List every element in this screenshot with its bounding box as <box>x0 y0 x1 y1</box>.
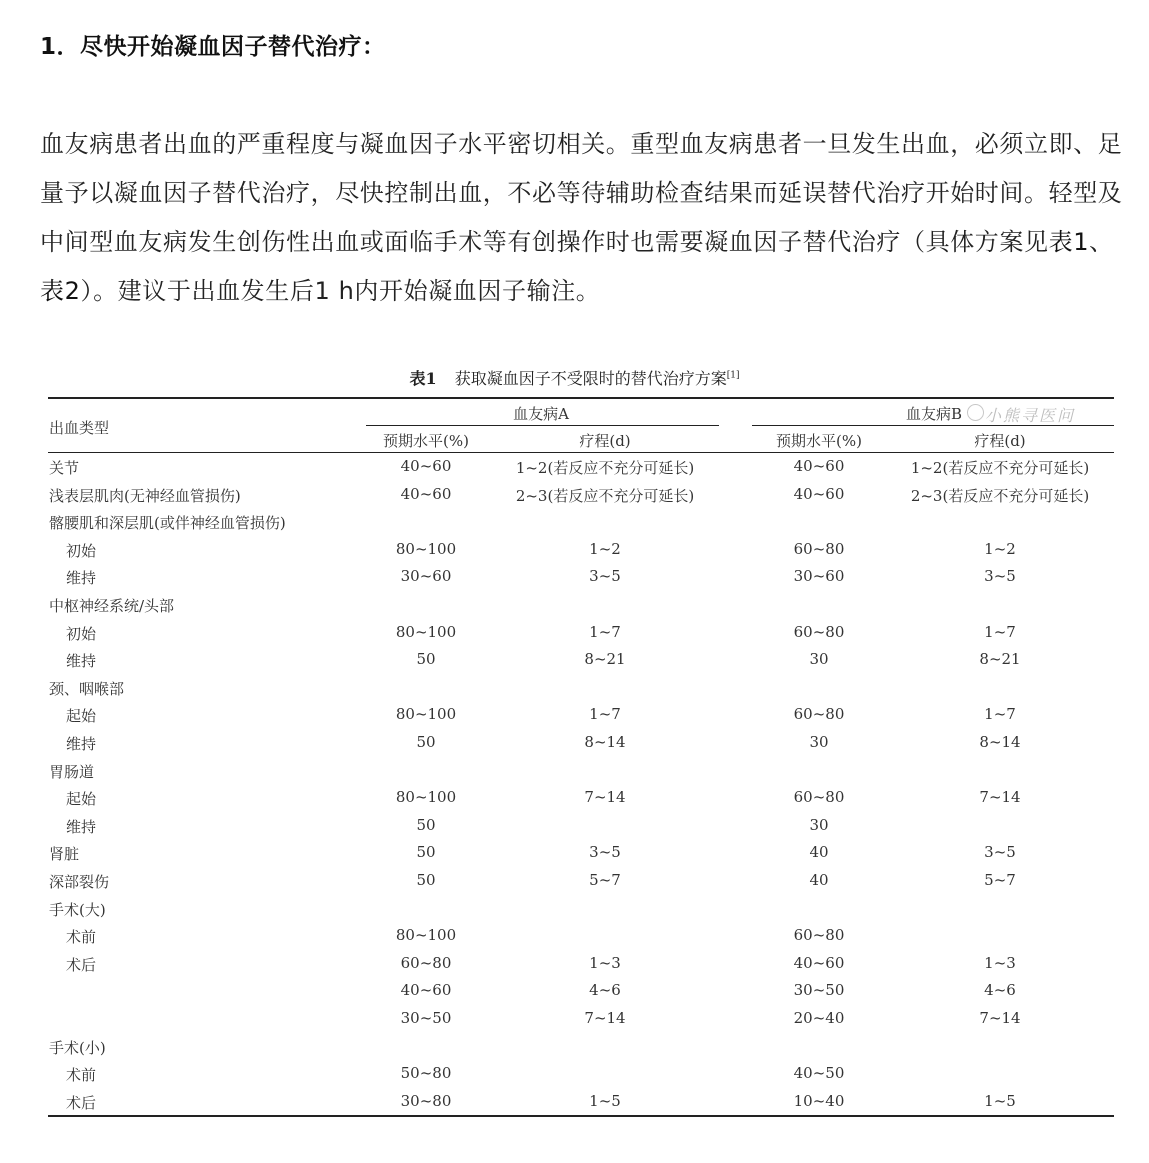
cell-b-level: 60~80 <box>793 926 845 945</box>
cell-a-level: 60~80 <box>400 953 452 972</box>
cell-a-level: 80~100 <box>395 788 457 807</box>
cell-b-course: 1~7 <box>984 705 1016 724</box>
table-1-link[interactable]: 表1 <box>1048 228 1090 256</box>
cell-a-course: 3~5 <box>589 843 621 862</box>
cell-b-course: 1~3 <box>984 953 1016 972</box>
table-row <box>0 536 1149 564</box>
table-row <box>0 481 1149 509</box>
paragraph-text: 血友病患者出血的严重程度与凝血因子水平密切相关。重型血友病患者一旦发生出血，必须立即、足量予以凝血因子替代治疗，尽快控制出血，不必等待辅助检查结果而延误替代治疗开始时间。轻型及中间型血友病发生创伤性出血或面临手术等有创操作时也需要凝血因子替代治疗（具体方案见 <box>40 130 1123 256</box>
cell-a-level: 50 <box>416 843 436 862</box>
cell-b-level: 40~50 <box>793 1064 845 1083</box>
table-row <box>0 867 1149 895</box>
cell-b-level: 30 <box>809 733 829 751</box>
cell-b-level: 40~60 <box>793 953 845 972</box>
row-label: 初始 <box>66 541 97 560</box>
row-label: 起始 <box>66 790 97 809</box>
cell-b-level: 30~60 <box>793 567 845 586</box>
table-row <box>0 1060 1149 1088</box>
cell-b-level: 30 <box>809 815 829 834</box>
table-row <box>0 784 1149 812</box>
row-label: 维持 <box>66 652 97 671</box>
row-label: 维持 <box>66 735 97 753</box>
row-label: 关节 <box>49 459 80 477</box>
group-header-a: 血友病A <box>513 405 569 423</box>
watermark: 小熊寻医问 <box>985 406 1076 425</box>
row-label: 初始 <box>66 624 97 643</box>
section-heading: 1．尽快开始凝血因子替代治疗： <box>40 34 386 60</box>
cell-b-level: 40 <box>809 871 829 889</box>
table-row <box>0 508 1149 536</box>
table-2-link[interactable]: 表2 <box>40 277 81 305</box>
subheader-b-course: 疗程(d) <box>974 432 1026 450</box>
table-row <box>0 1033 1149 1061</box>
cell-b-course: 8~21 <box>979 650 1021 669</box>
cell-a-level: 50 <box>416 650 436 669</box>
table-row <box>0 812 1149 840</box>
cell-b-course: 2~3(若反应不充分可延长) <box>910 486 1090 505</box>
cell-a-course: 1~2 <box>589 539 621 558</box>
subheader-a-course: 疗程(d) <box>579 432 631 450</box>
table-row <box>0 922 1149 950</box>
cell-a-level: 40~60 <box>400 981 452 1000</box>
row-label: 肾脏 <box>49 845 80 864</box>
row-label: 术前 <box>66 928 97 947</box>
cell-a-course: 1~7 <box>589 622 621 641</box>
row-label: 起始 <box>66 707 97 726</box>
cell-a-level: 40~60 <box>400 484 452 503</box>
cell-b-level: 60~80 <box>793 705 845 724</box>
group-a-rule <box>366 425 719 426</box>
cell-a-course: 3~5 <box>589 567 621 586</box>
cell-a-level: 40~60 <box>400 457 452 475</box>
table-row <box>0 646 1149 674</box>
cell-a-course: 1~3 <box>589 953 621 972</box>
cell-b-course: 1~2(若反应不充分可延长) <box>910 459 1090 477</box>
table-row <box>0 839 1149 867</box>
cell-a-level: 50 <box>416 733 436 751</box>
table-row <box>0 729 1149 757</box>
row-label: 颈、咽喉部 <box>49 679 125 698</box>
cell-b-course: 7~14 <box>979 1009 1021 1027</box>
body-paragraph <box>40 120 1125 316</box>
cell-b-course: 1~2 <box>984 539 1016 558</box>
cell-a-level: 30~50 <box>400 1009 452 1027</box>
cell-b-course: 3~5 <box>984 843 1016 862</box>
subheader-b-level: 预期水平(%) <box>776 432 862 450</box>
table-row <box>0 1088 1149 1116</box>
cell-a-level: 30~80 <box>400 1091 452 1110</box>
row-label: 手术(小) <box>49 1038 106 1057</box>
cell-a-level: 80~100 <box>395 926 457 945</box>
cell-b-level: 10~40 <box>793 1091 845 1110</box>
cell-a-course: 1~7 <box>589 705 621 724</box>
cell-b-level: 30 <box>809 650 829 669</box>
table-row <box>0 591 1149 619</box>
cell-a-course: 8~14 <box>584 733 626 751</box>
cell-a-level: 80~100 <box>395 539 457 558</box>
cell-b-level: 30~50 <box>793 981 845 1000</box>
paragraph-text-end: ）。建议于出血发生后1 h内开始凝血因子输注。 <box>80 277 601 305</box>
column-header-type: 出血类型 <box>49 419 110 437</box>
cell-a-level: 50 <box>416 815 436 834</box>
cell-b-course: 8~14 <box>979 733 1021 751</box>
cell-a-course: 7~14 <box>584 1009 626 1027</box>
row-label: 维持 <box>66 569 97 588</box>
cell-a-course: 1~2(若反应不充分可延长) <box>515 459 695 477</box>
table-row <box>0 1005 1149 1033</box>
row-label: 胃肠道 <box>49 762 95 781</box>
table-caption <box>0 366 1149 389</box>
table-row <box>0 453 1149 481</box>
cell-a-level: 80~100 <box>395 705 457 724</box>
row-label: 中枢神经系统/头部 <box>49 597 175 615</box>
table-row <box>0 757 1149 785</box>
row-label: 维持 <box>66 817 97 836</box>
row-label: 术前 <box>66 1066 97 1085</box>
table-row <box>0 701 1149 729</box>
table-row <box>0 563 1149 591</box>
table-row <box>0 619 1149 647</box>
cell-b-course: 5~7 <box>984 871 1016 889</box>
cell-b-level: 40~60 <box>793 484 845 503</box>
table-caption-ref: [1] <box>726 370 740 381</box>
table-row <box>0 977 1149 1005</box>
cell-a-course: 4~6 <box>589 981 621 1000</box>
group-header-b: 血友病B <box>905 405 963 423</box>
cell-b-level: 40~60 <box>793 457 845 475</box>
table-caption-text: 获取凝血因子不受限时的替代治疗方案 <box>454 369 727 388</box>
row-label: 浅表层肌肉(无神经血管损伤) <box>49 486 241 505</box>
cell-a-course: 7~14 <box>584 788 626 807</box>
row-label: 深部裂伤 <box>49 873 110 891</box>
cell-a-level: 80~100 <box>395 622 457 641</box>
table-caption-number: 表1 <box>409 369 437 388</box>
row-label: 术后 <box>66 955 97 974</box>
table-top-rule <box>48 397 1114 399</box>
cell-a-level: 50~80 <box>400 1064 452 1083</box>
paragraph-separator: 、 <box>1089 228 1114 256</box>
cell-b-course: 3~5 <box>984 567 1016 586</box>
cell-b-course: 7~14 <box>979 788 1021 807</box>
cell-b-course: 1~5 <box>984 1091 1016 1110</box>
table-row <box>0 895 1149 923</box>
cell-b-level: 40 <box>809 843 829 862</box>
cell-b-course: 1~7 <box>984 622 1016 641</box>
cell-a-course: 2~3(若反应不充分可延长) <box>515 486 695 505</box>
cell-a-level: 50 <box>416 871 436 889</box>
cell-a-level: 30~60 <box>400 567 452 586</box>
cell-b-level: 60~80 <box>793 539 845 558</box>
subheader-a-level: 预期水平(%) <box>383 432 469 450</box>
watermark-seal-icon <box>967 404 984 421</box>
cell-b-level: 60~80 <box>793 788 845 807</box>
row-label: 髂腰肌和深层肌(或伴神经血管损伤) <box>49 514 286 533</box>
cell-b-level: 20~40 <box>793 1009 845 1027</box>
table-row <box>0 674 1149 702</box>
cell-b-level: 60~80 <box>793 622 845 641</box>
cell-a-course: 5~7 <box>589 871 621 889</box>
cell-a-course: 8~21 <box>584 650 626 669</box>
cell-a-course: 1~5 <box>589 1091 621 1110</box>
row-label: 手术(大) <box>49 900 106 919</box>
table-row <box>0 950 1149 978</box>
cell-b-course: 4~6 <box>984 981 1016 1000</box>
row-label: 术后 <box>66 1093 97 1112</box>
